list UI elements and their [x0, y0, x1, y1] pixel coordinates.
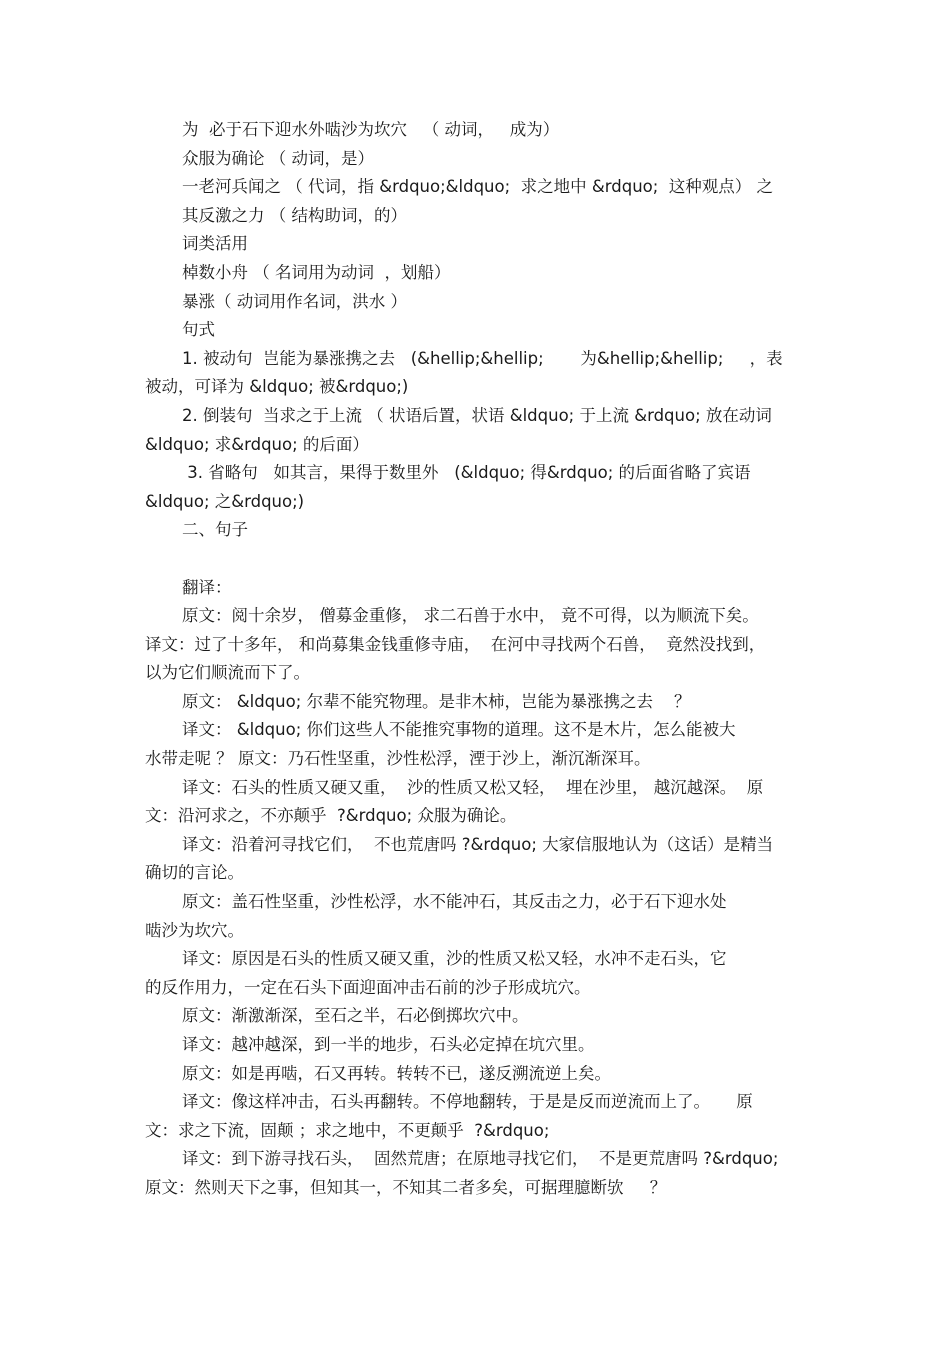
text-line: 文：沿河求之，不亦颠乎 ?&rdquo; 众服为确论。: [145, 806, 517, 826]
text-line: 译文：越冲越深，到一半的地步，石头必定掉在坑穴里。: [182, 1035, 595, 1054]
text-line: 翻译：: [182, 577, 232, 597]
text-line: 译文：石头的性质又硬又重， 沙的性质又松又轻， 埋在沙里， 越沉越深。 原: [182, 777, 764, 797]
text-line: 原文：阅十余岁， 僧募金重修， 求二石兽于水中， 竟不可得，以为顺流下矣。: [182, 606, 759, 626]
text-line: 原文：如是再啮，石又再转。转转不已，遂反溯流逆上矣。: [182, 1063, 611, 1083]
text-line: 啮沙为坎穴。: [145, 920, 244, 940]
text-line: 水带走呢 ？ 原文：乃石性坚重，沙性松浮，湮于沙上，渐沉渐深耳。: [145, 749, 651, 769]
text-line: 众服为确论 （ 动词，是）: [182, 148, 374, 168]
text-line: 棹数小舟 （ 名词用为动词 ，划船）: [182, 262, 451, 282]
text-line: &ldquo; 之&rdquo;): [145, 491, 305, 511]
text-line: 暴涨（ 动词用作名词，洪水 ）: [182, 291, 407, 311]
text-line: 1. 被动句 岂能为暴涨携之去 (&hellip;&hellip; 为&hellip;&hellip; ，表: [182, 348, 783, 368]
text-line: 句式: [182, 320, 215, 340]
text-line: 2. 倒装句 当求之于上流 （ 状语后置，状语 &ldquo; 于上流 &rdquo; 放在动词: [182, 405, 772, 425]
text-line: 原文：盖石性坚重，沙性松浮，水不能冲石，其反击之力，必于石下迎水处: [182, 892, 727, 912]
text-line: 原文：然则天下之事，但知其一，不知其二者多矣，可据理臆断欤 ？: [145, 1177, 667, 1197]
text-line: 文：求之下流，固颠 ；求之地中，不更颠乎 ?&rdquo;: [145, 1120, 550, 1140]
text-line: 的反作用力，一定在石头下面迎面冲击石前的沙子形成坑穴。: [145, 977, 591, 997]
text-line: &ldquo; 求&rdquo; 的后面）: [145, 434, 369, 454]
text-line: 译文：到下游寻找石头， 固然荒唐；在原地寻找它们， 不是更荒唐吗 ?&rdquo;: [182, 1149, 779, 1169]
text-line: 3. 省略句 如其言，果得于数里外 (&ldquo; 得&rdquo; 的后面省略了宾语: [182, 463, 751, 483]
text-line: 译文：像这样冲击，石头再翻转。不停地翻转，于是是反而逆流而上了。 原: [182, 1092, 753, 1112]
text-line: 为 必于石下迎水外啮沙为坎穴 （ 动词， 成为）: [182, 120, 560, 139]
text-line: 确切的言论。: [145, 863, 244, 883]
text-line: 译文：过了十多年， 和尚募集金钱重修寺庙， 在河中寻找两个石兽， 竟然没找到，: [145, 634, 766, 654]
text-line: 译文：沿着河寻找它们， 不也荒唐吗 ?&rdquo; 大家信服地认为（这话）是精当: [182, 834, 774, 854]
blank-line: [145, 545, 810, 574]
text-line: 原文：渐激渐深，至石之半，石必倒掷坎穴中。: [182, 1006, 529, 1026]
text-line: 词类活用: [182, 234, 248, 254]
text-line: 译文： &ldquo; 你们这些人不能推究事物的道理。这不是木片，怎么能被大: [182, 720, 736, 740]
text-line: 被动，可译为 &ldquo; 被&rdquo;): [145, 377, 409, 397]
text-line: 一老河兵闻之 （ 代词，指 &rdquo;&ldquo; 求之地中 &rdquo; 这种观点） 之: [182, 177, 774, 197]
text-line: 以为它们顺流而下了。: [145, 663, 310, 683]
text-line: 二、句子: [182, 520, 248, 540]
document-body: [145, 116, 810, 1203]
text-line: 其反激之力 （ 结构助词，的）: [182, 205, 407, 225]
text-line: 译文：原因是石头的性质又硬又重，沙的性质又松又轻，水冲不走石头，它: [182, 949, 727, 969]
text-line: 原文： &ldquo; 尔辈不能究物理。是非木柿，岂能为暴涨携之去 ？: [182, 691, 691, 711]
